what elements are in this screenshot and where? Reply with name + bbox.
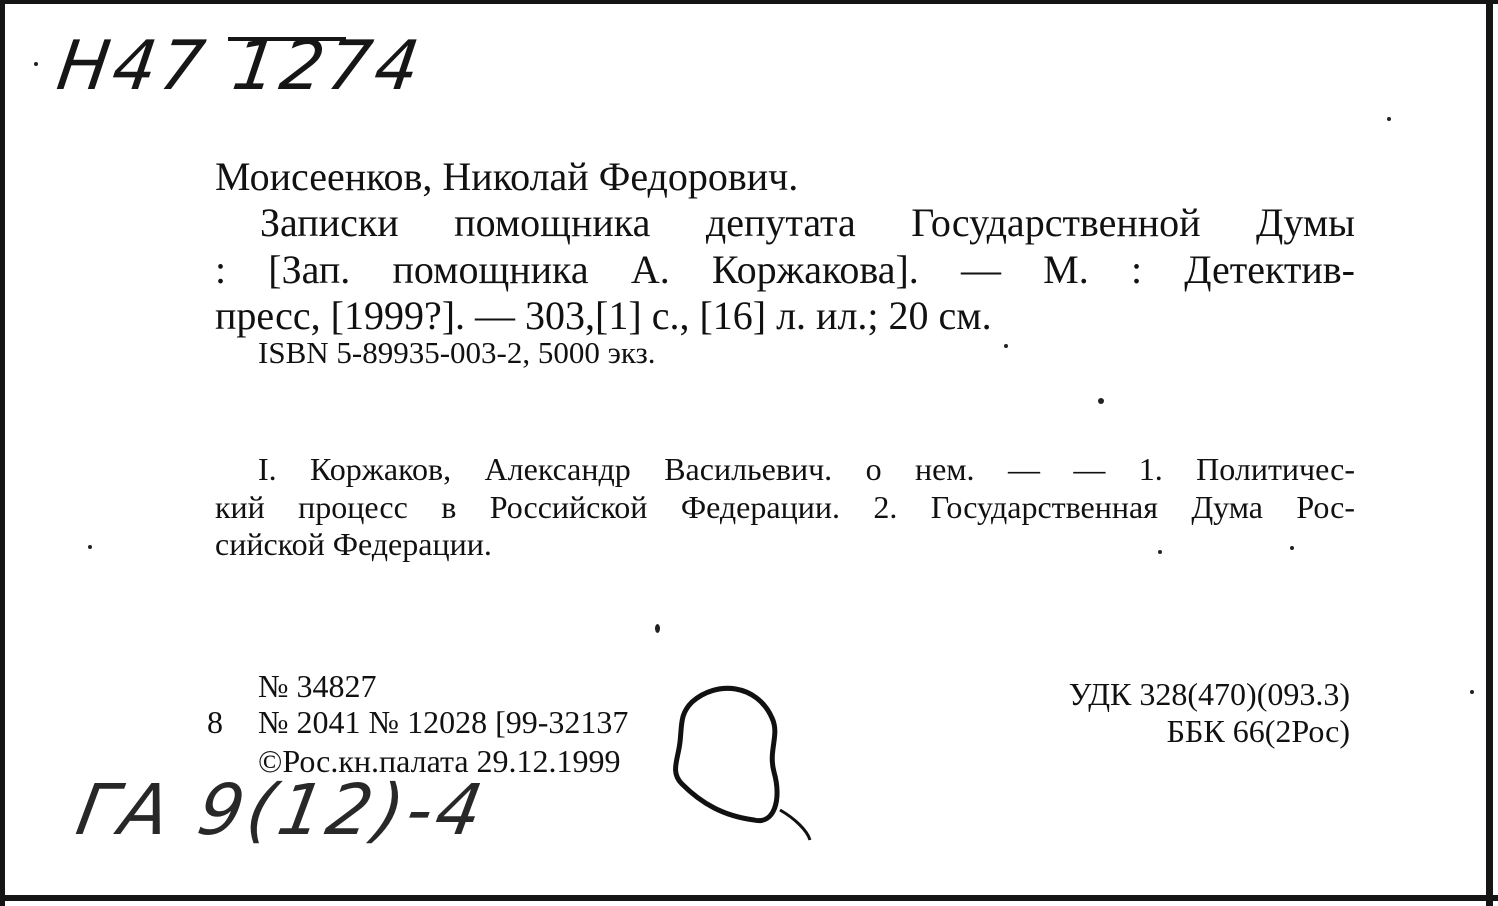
hand-drawn-oval-mark [662, 680, 812, 860]
card-border-right [1486, 0, 1493, 906]
isbn-line: ISBN 5-89935-003-2, 5000 экз. [258, 335, 656, 370]
udk-code: УДК 328(470)(093.3) [1068, 676, 1350, 712]
handwritten-bottom-code: ГА 9(12)-4 [70, 769, 493, 851]
speck [1470, 690, 1474, 694]
lead-digit: 8 [207, 704, 223, 740]
registration-numbers: № 2041 № 12028 [99-32137 [258, 704, 629, 740]
title-line-1: Записки помощника депутата Государственной Думы [260, 200, 1355, 245]
subject-line-2: кий процесс в Российской Федерации. 2. Государственная Дума Рос- [215, 489, 1355, 525]
card-border-left [0, 0, 5, 906]
title-line-3: пресс, [1999?]. — 303,[1] с., [16] л. ил.; 20 см. [215, 293, 992, 338]
speck [655, 624, 660, 633]
bbk-code: ББК 66(2Рос) [1166, 713, 1350, 749]
speck [1098, 398, 1104, 404]
author-name: Моисеенков, Николай Федорович. [215, 154, 799, 199]
book-chamber-line: ©Рос.кн.палата 29.12.1999 [258, 743, 621, 779]
subject-line-3: сийской Федерации. [215, 526, 492, 562]
speck [1004, 344, 1008, 348]
handwritten-top-code: H47 1274 [52, 27, 428, 106]
speck [34, 62, 38, 66]
speck [1387, 117, 1391, 121]
speck [88, 545, 92, 549]
title-line-2: : [Зап. помощника А. Коржакова]. — М. : Детектив- [215, 247, 1355, 292]
card-border-bottom [0, 895, 1498, 901]
card-border-top [0, 0, 1498, 4]
record-number: № 34827 [258, 668, 377, 704]
subject-line-1: I. Коржаков, Александр Васильевич. о нем. — — 1. Политичес- [258, 451, 1355, 487]
